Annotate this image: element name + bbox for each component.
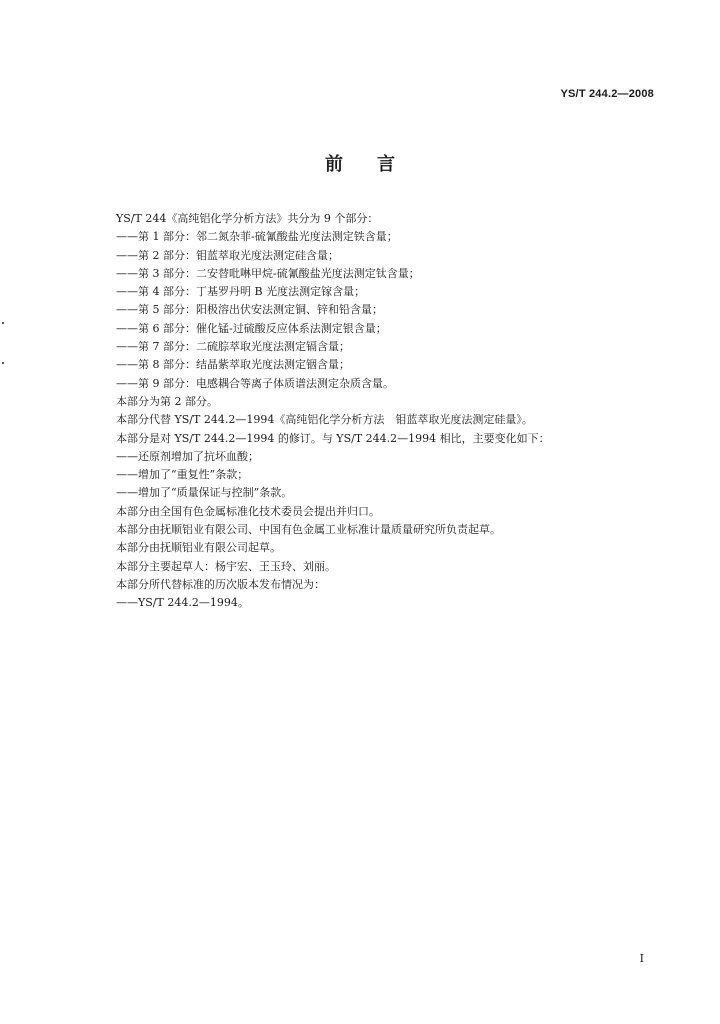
paragraph-line: ——第 3 部分：二安替吡啉甲烷-硫氰酸盐光度法测定钛含量； — [116, 266, 420, 280]
scan-mark — [2, 362, 4, 364]
paragraph-line: ——第 9 部分：电感耦合等离子体质谱法测定杂质含量。 — [116, 376, 394, 390]
paragraph-line: ——第 6 部分：催化锰-过硫酸反应体系法测定银含量； — [116, 321, 387, 335]
paragraph-line: ——YS/T 244.2—1994。 — [116, 596, 249, 610]
page-number: I — [639, 952, 644, 965]
paragraph-line: 本部分代替 YS/T 244.2—1994《高纯铝化学分析方法 钼蓝萃取光度法测定硅量》。 — [116, 413, 533, 427]
paragraph-line: ——第 7 部分：二硫腙萃取光度法测定镉含量； — [116, 340, 350, 354]
paragraph-line: 本部分由抚顺铝业有限公司、中国有色金属工业标准计量质量研究所负责起草。 — [116, 523, 501, 537]
scan-mark — [2, 322, 4, 324]
paragraph-line: ——增加了“质量保证与控制”条款。 — [116, 486, 293, 500]
paragraph-line: ——还原剂增加了抗坏血酸； — [116, 449, 259, 463]
paragraph-line: ——增加了“重复性”条款； — [116, 468, 249, 482]
paragraph-line: ——第 5 部分：阳极溶出伏安法测定铜、锌和铅含量； — [116, 303, 383, 317]
paragraph-line: YS/T 244《高纯铝化学分析方法》共分为 9 个部分： — [116, 212, 379, 225]
paragraph-line: 本部分所代替标准的历次版本发布情况为： — [116, 577, 325, 591]
paragraph-line: 本部分是对 YS/T 244.2—1994 的修订。与 YS/T 244.2—1994 相比，主要变化如下： — [116, 431, 550, 445]
paragraph-line: ——第 8 部分：结晶紫萃取光度法测定铟含量； — [116, 358, 350, 372]
paragraph-line: 本部分由全国有色金属标准化技术委员会提出并归口。 — [116, 504, 380, 518]
paragraph-line: ——第 1 部分：邻二氮杂菲-硫氰酸盐光度法测定铁含量； — [116, 230, 398, 244]
standard-code: YS/T 244.2—2008 — [560, 88, 654, 100]
paragraph-line: 本部分由抚顺铝业有限公司起草。 — [116, 541, 281, 555]
paragraph-line: 本部分主要起草人：杨宇宏、王玉玲、刘丽。 — [116, 559, 336, 573]
page-title: 前言 — [325, 154, 429, 175]
paragraph-line: ——第 2 部分：钼蓝萃取光度法测定硅含量； — [116, 248, 339, 262]
paragraph-line: ——第 4 部分：丁基罗丹明 B 光度法测定镓含量； — [116, 285, 366, 299]
paragraph-line: 本部分为第 2 部分。 — [116, 394, 218, 408]
foreword-body — [116, 210, 616, 613]
